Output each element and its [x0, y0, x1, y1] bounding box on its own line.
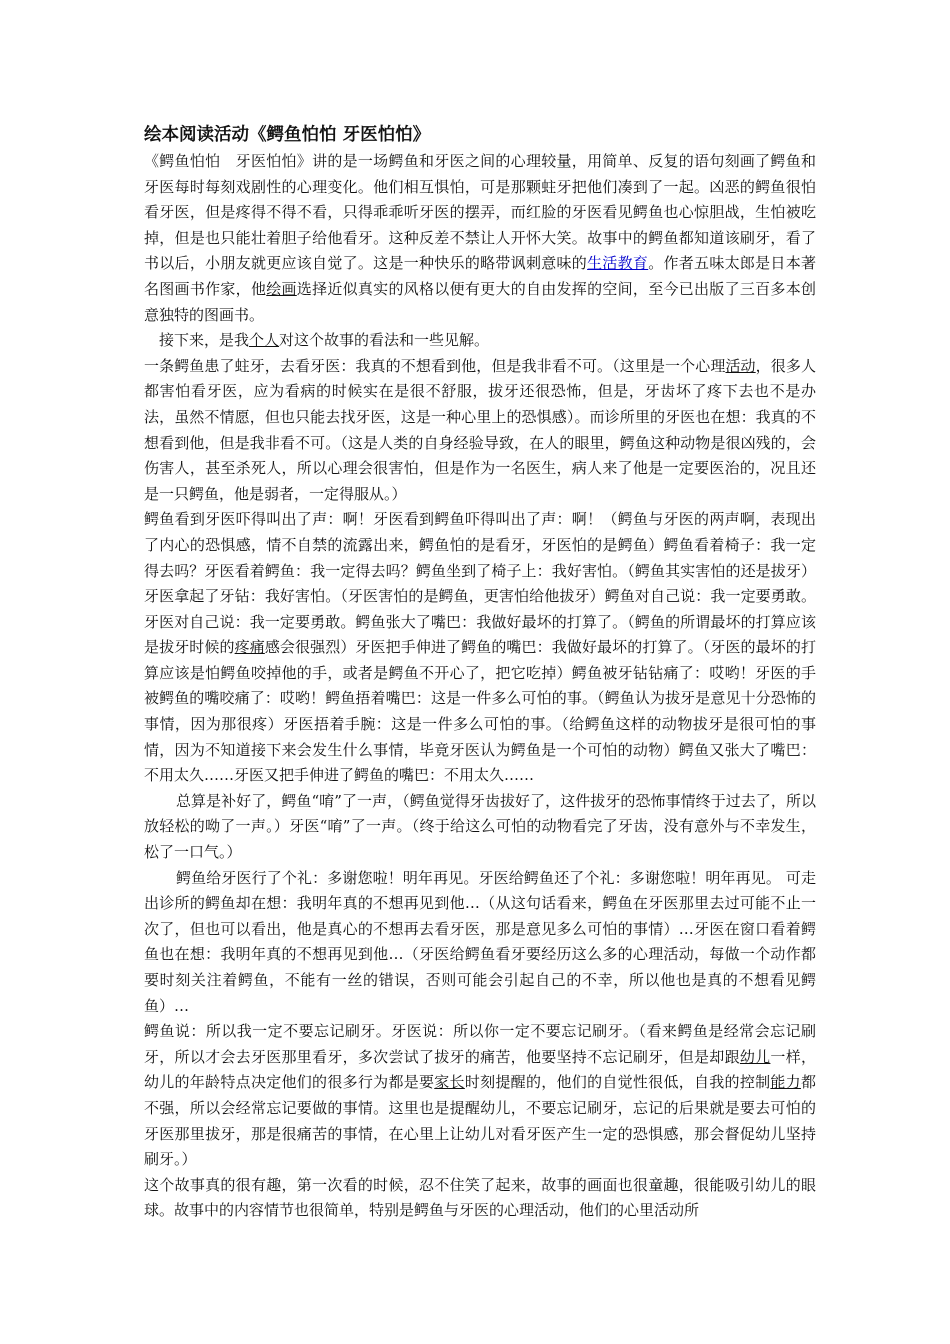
story2-text-2: 感会很强烈）牙医把手伸进了鳄鱼的嘴巴：我做好最坏的打算了。（牙医的最坏的打算应该是怕鳄鱼咬掉他的手，或者是鳄鱼不开心了，把它吃掉）鳄鱼被牙钻钻痛了：哎哟！牙医的手被鳄鱼的嘴咬痛了：哎哟！鳄鱼捂着嘴巴：这是一件多么可怕的事。（鳄鱼认为拔牙是意见十分恐怖的事情，因为那很疼）牙医捂着手腕：这是一件多么可怕的事。（给鳄鱼这样的动物拔牙是很可怕的事情，因为不知道接下来会发生什么事情，毕竟牙医认为鳄鱼是一个可怕的动物）鳄鱼又张大了嘴巴：不用太久……牙医又把手伸进了鳄鱼的嘴巴：不用太久…… [144, 638, 816, 785]
story2-text-1: 鳄鱼看到牙医吓得叫出了声：啊！牙医看到鳄鱼吓得叫出了声：啊！（鳄鱼与牙医的两声啊，表现出了内心的恐惧感，情不自禁的流露出来，鳄鱼怕的是看牙，牙医怕的是鳄鱼）鳄鱼看着椅子：我一定得去吗？牙医看着鳄鱼：我一定得去吗？鳄鱼坐到了椅子上：我好害怕。（鳄鱼其实害怕的还是拔牙）牙医拿起了牙钻：我好害怕。（牙医害怕的是鳄鱼，更害怕给他拔牙）鳄鱼对自己说：我一定要勇敢。牙医对自己说：我一定要勇敢。鳄鱼张大了嘴巴：我做好最坏的打算了。（鳄鱼的所谓最坏的打算应该是拔牙时候的 [144, 510, 816, 657]
story1-text-2: ，很多人都害怕看牙医，应为看病的时候实在是很不舒服，拔牙还很恐怖，但是，牙齿坏了疼下去也不是办法，虽然不情愿，但也只能去找牙医，这是一种心里上的恐惧感）。而诊所里的牙医也在想：我真的不想看到他，但是我非看不可。（这是人类的自身经验导致，在人的眼里，鳄鱼这种动物是很凶残的，会伤害人，甚至杀死人，所以心理会很害怕，但是作为一名医生，病人来了他是一定要医治的，况且还是一只鳄鱼，他是弱者，一定得服从。） [144, 356, 816, 503]
story5-text-1: 鳄鱼说：所以我一定不要忘记刷牙。牙医说：所以你一定不要忘记刷牙。（看来鳄鱼是经常会忘记刷牙，所以才会去牙医那里看牙，多次尝试了拔牙的痛苦，他要坚持不忘记刷牙，但是却跟 [144, 1022, 816, 1066]
story-paragraph-2 [144, 507, 816, 789]
intro-text-2: 。作者五味太郎是日本著名图画书作家，他 [144, 254, 816, 298]
link-activity[interactable]: 活动 [725, 356, 756, 375]
link-life-education[interactable]: 生活教育 [587, 254, 649, 273]
opinion-text-1: 接下来，是我 [159, 331, 250, 350]
story-paragraph-3: 总算是补好了，鳄鱼“唷”了一声，（鳄鱼觉得牙齿拔好了，这件拔牙的恐怖事情终于过去了，所以放轻松的呦了一声。）牙医“唷”了一声。（终于给这么可怕的动物看完了牙齿，没有意外与不幸发生，松了一口气。） [144, 791, 816, 862]
story5-text-3: 时刻提醒的，他们的自觉性很低，自我的控制 [464, 1073, 771, 1092]
story-paragraph-4: 鳄鱼给牙医行了个礼：多谢您啦！明年再见。牙医给鳄鱼还了个礼：多谢您啦！明年再见。 可走出诊所的鳄鱼却在想：我明年真的不想再见到他…（从这句话看来，鳄鱼在牙医那里去过可能不止一次了，但也可以看出，他是真心的不想再去看牙医，那是意见多么可怕的事情）…牙医在窗口看着鳄鱼也在想：我明年真的不想再见到他…（牙医给鳄鱼看牙要经历这么多的心理活动，每做一个动作都要时刻关注着鳄鱼，不能有一丝的错误，否则可能会引起自己的不幸，所以他也是真的不想看见鳄鱼）… [144, 868, 816, 1015]
document-title: 绘本阅读活动《鳄鱼怕怕 牙医怕怕》 [144, 125, 431, 145]
document-body [144, 122, 816, 1224]
link-parent[interactable]: 家长 [434, 1073, 465, 1092]
story-paragraph-1 [144, 354, 816, 508]
opinion-text-2: 对这个故事的看法和一些见解。 [279, 331, 490, 350]
opinion-intro-paragraph [144, 328, 816, 354]
intro-paragraph [144, 149, 816, 328]
link-painting[interactable]: 绘画 [266, 279, 297, 298]
intro-text-3: 选择近似真实的风格以便有更大的自由发挥的空间，至今已出版了三百多本创意独特的图画书。 [144, 279, 816, 324]
intro-text-1: 《鳄鱼怕怕 牙医怕怕》讲的是一场鳄鱼和牙医之间的心理较量，用简单、反复的语句刻画了鳄鱼和牙医每时每刻戏剧性的心理变化。他们相互惧怕，可是那颗蛀牙把他们凑到了一起。凶恶的鳄鱼很怕看牙医，但是疼得不得不看，只得乖乖听牙医的摆弄，而红脸的牙医看见鳄鱼也心惊胆战，生怕被吃掉，但是也只能壮着胆子给他看牙。这种反差不禁让人开怀大笑。故事中的鳄鱼都知道该刷牙，看了书以后，小朋友就更应该自觉了。这是一种快乐的略带讽刺意味的 [144, 152, 816, 273]
link-toddler[interactable]: 幼儿 [739, 1047, 771, 1066]
conclusion-paragraph: 这个故事真的很有趣，第一次看的时候，忍不住笑了起来，故事的画面也很童趣，很能吸引幼儿的眼球。故事中的内容情节也很简单，特别是鳄鱼与牙医的心理活动，他们的心里活动所 [144, 1175, 816, 1220]
story1-text-1: 一条鳄鱼患了蛀牙，去看牙医：我真的不想看到他，但是我非看不可。（这里是一个心理 [144, 356, 726, 375]
link-ability[interactable]: 能力 [770, 1073, 801, 1092]
story5-text-4: 都不强，所以会经常忘记要做的事情。这里也是提醒幼儿，不要忘记刷牙，忘记的后果就是要去可怕的牙医那里拔牙，那是很痛苦的事情，在心里上让幼儿对看牙医产生一定的恐惧感，那会督促幼儿坚持刷牙。） [144, 1073, 816, 1169]
story-paragraph-5 [144, 1019, 816, 1173]
story5-text-2: 一样，幼儿的年龄特点决定他们的很多行为都是要 [144, 1047, 816, 1092]
link-personal[interactable]: 个人 [249, 331, 280, 350]
link-pain[interactable]: 疼痛 [234, 638, 265, 657]
